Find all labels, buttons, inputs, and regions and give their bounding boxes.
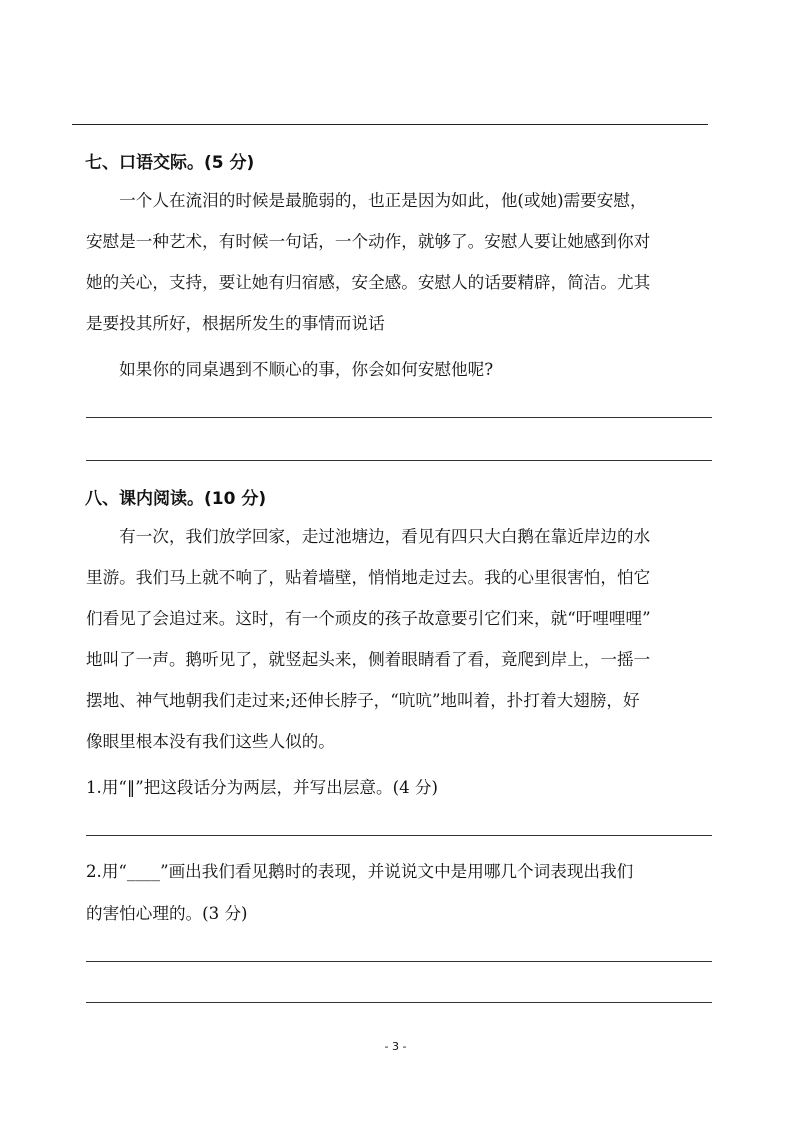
section7-line-4: 是要投其所好，根据所发生的事情而说话	[86, 314, 385, 333]
section7-line-1: 一个人在流泪的时候是最脆弱的，也正是因为如此，他(或她)需要安慰，	[86, 191, 647, 210]
section7-line-2: 安慰是一种艺术，有时候一句话，一个动作，就够了。安慰人要让她感到你对	[86, 232, 651, 251]
question-1: 1.用“‖”把这段话分为两层，并写出层意。(4 分)	[86, 778, 438, 797]
section8-heading: 八、课内阅读。(10 分)	[85, 489, 267, 509]
section8-line-4: 地叫了一声。鹅听见了，就竖起头来，侧着眼睛看了看，竟爬到岸上，一摇一	[86, 650, 651, 669]
section7-heading: 七、口语交际。(5 分)	[85, 153, 255, 173]
answer-line-1[interactable]	[86, 417, 712, 418]
answer-line-2[interactable]	[86, 460, 712, 461]
answer-line-3[interactable]	[86, 835, 712, 836]
question-2-line-1: 2.用“____”画出我们看见鹅时的表现，并说说文中是用哪几个词表现出我们	[86, 862, 634, 881]
section8-passage	[86, 516, 722, 762]
section7-question: 如果你的同桌遇到不顺心的事，你会如何安慰他呢?	[86, 360, 494, 379]
answer-line-4[interactable]	[86, 961, 712, 962]
section8-line-1: 有一次，我们放学回家，走过池塘边，看见有四只大白鹅在靠近岸边的水	[86, 527, 651, 546]
section8-line-5: 摆地、神气地朝我们走过来;还伸长脖子，“吭吭”地叫着，扑打着大翅膀，好	[86, 691, 640, 710]
top-divider	[72, 124, 708, 125]
page-number: - 3 -	[384, 1040, 407, 1053]
question-2-line-2: 的害怕心理的。(3 分)	[86, 904, 248, 923]
section8-line-6: 像眼里根本没有我们这些人似的。	[86, 732, 335, 751]
answer-line-5[interactable]	[86, 1002, 712, 1003]
section7-passage	[86, 180, 722, 344]
section8-line-3: 们看见了会追过来。这时，有一个顽皮的孩子故意要引它们来，就“吁哩哩哩”	[86, 609, 651, 628]
section8-line-2: 里游。我们马上就不响了，贴着墙壁，悄悄地走过去。我的心里很害怕，怕它	[86, 568, 651, 587]
section7-line-3: 她的关心，支持，要让她有归宿感，安全感。安慰人的话要精辟，简洁。尤其	[86, 273, 651, 292]
